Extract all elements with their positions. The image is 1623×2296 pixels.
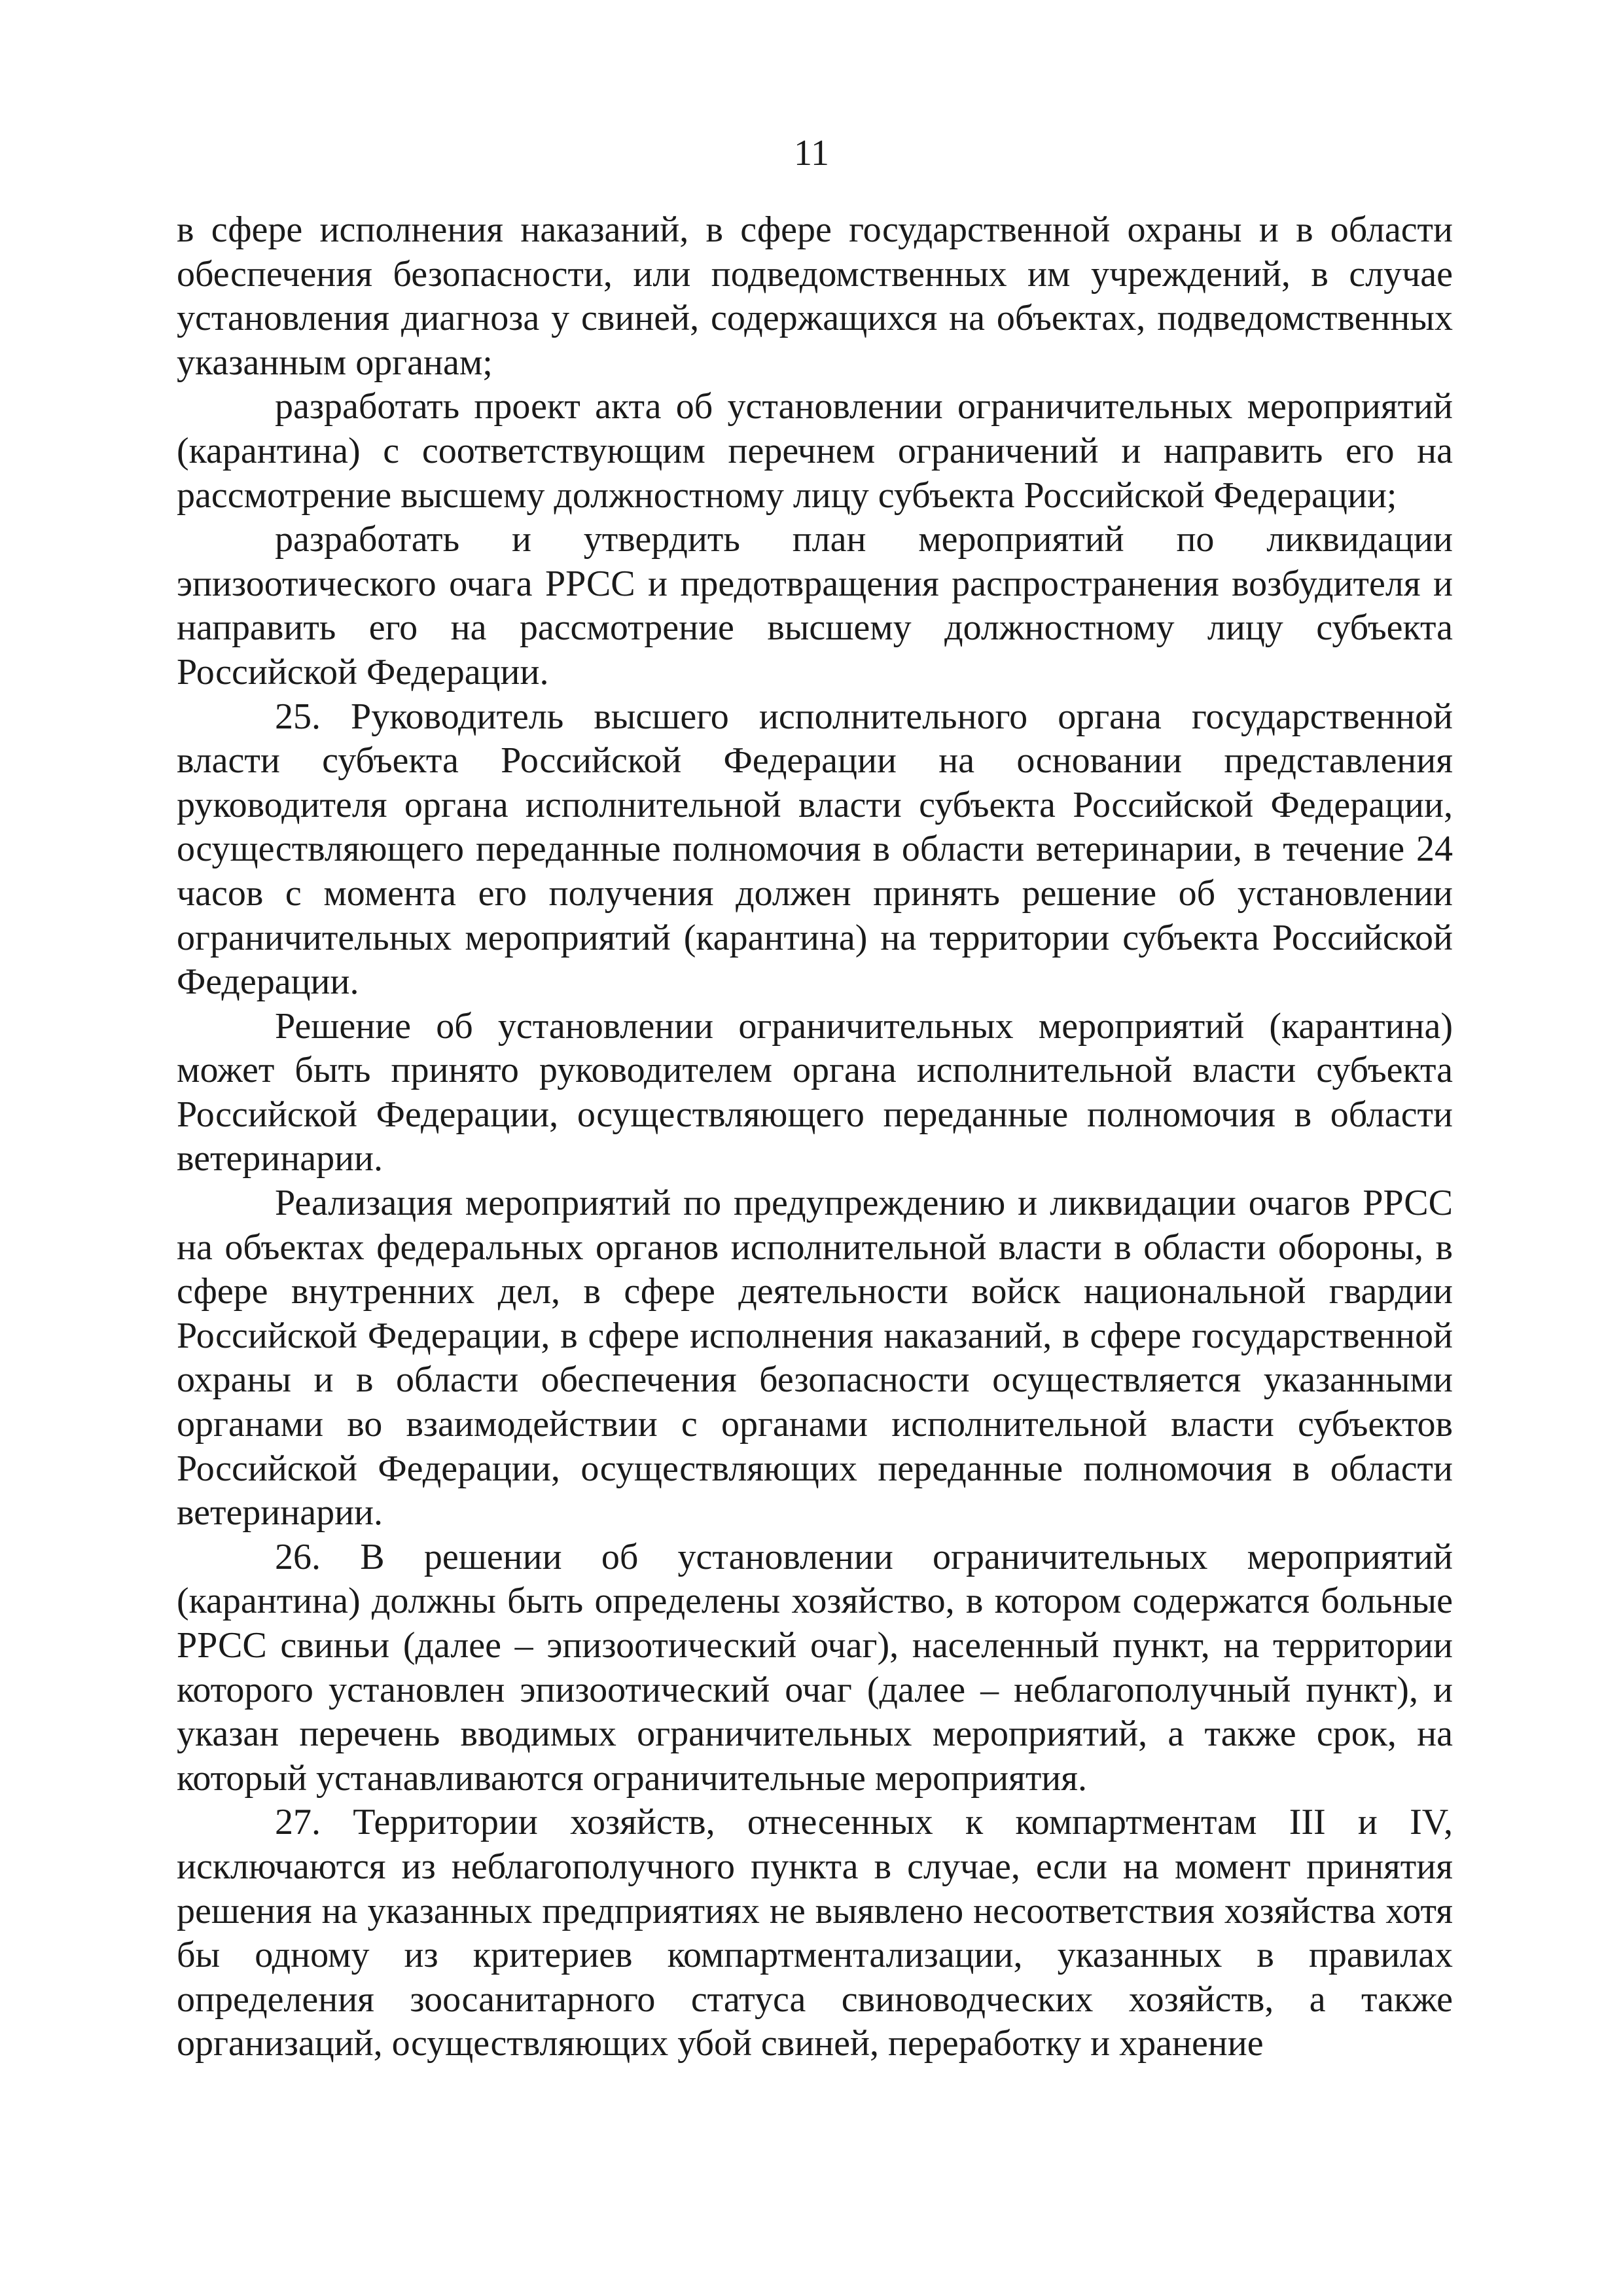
paragraph: Реализация мероприятий по предупреждению и ликвидации очагов РРСС на объектах федеральных органов исполнительной власти в области обороны, в сфере внутренних дел, в сфере деятельности войск национальной гвардии Российской Федерации, в сфере исполнения наказаний, в сфере государственной охраны и в области обеспечения безопасности осуществляется указанными органами во взаимодействии с органами исполнительной власти субъектов Российской Федерации, осуществляющих переданные полномочия в области ветеринарии. xyxy=(177,1183,1453,1534)
paragraph-item-26: 26. В решении об установлении ограничительных мероприятий (карантина) должны быть определены хозяйство, в котором содержатся больные РРСС свиньи (далее – эпизоотический очаг), населенный пункт, на территории которого установлен эпизоотический очаг (далее – неблагополучный пункт), и указан перечень вводимых ограничительных мероприятий, а также срок, на который устанавливаются ограничительные мероприятия. xyxy=(177,1536,1453,1799)
paragraph: разработать и утвердить план мероприятий по ликвидации эпизоотического очага РРСС и предотвращения распространения возбудителя и направить его на рассмотрение высшему должностному лицу субъекта Российской Федерации. xyxy=(177,519,1453,692)
paragraph: в сфере исполнения наказаний, в сфере государственной охраны и в области обеспечения безопасности, или подведомственных им учреждений, в случае установления диагноза у свиней, содержащихся на объектах, подведомственных указанным органам; xyxy=(177,209,1453,383)
paragraph-item-27: 27. Территории хозяйств, отнесенных к компартментам III и IV, исключаются из неблагополучного пункта в случае, если на момент принятия решения на указанных предприятиях не выявлено несоответствия хозяйства хотя бы одному из критериев компартментализации, указанных в правилах определения зоосанитарного статуса свиноводческих хозяйств, а также организаций, осуществляющих убой свиней, переработку и хранение xyxy=(177,1802,1453,2064)
page-number: 11 xyxy=(794,133,829,173)
paragraph-item-25: 25. Руководитель высшего исполнительного органа государственной власти субъекта Российской Федерации на основании представления руководителя органа исполнительной власти субъекта Российской Федерации, осуществляющего переданные полномочия в области ветеринарии, в течение 24 часов с момента его получения должен принять решение об установлении ограничительных мероприятий (карантина) на территории субъекта Российской Федерации. xyxy=(177,696,1453,1003)
paragraph: Решение об установлении ограничительных мероприятий (карантина) может быть принято руководителем органа исполнительной власти субъекта Российской Федерации, осуществляющего переданные полномочия в области ветеринарии. xyxy=(177,1005,1453,1179)
paragraph: разработать проект акта об установлении ограничительных мероприятий (карантина) с соответствующим перечнем ограничений и направить его на рассмотрение высшему должностному лицу субъекта Российской Федерации; xyxy=(177,386,1453,516)
document-body xyxy=(177,208,1453,2066)
